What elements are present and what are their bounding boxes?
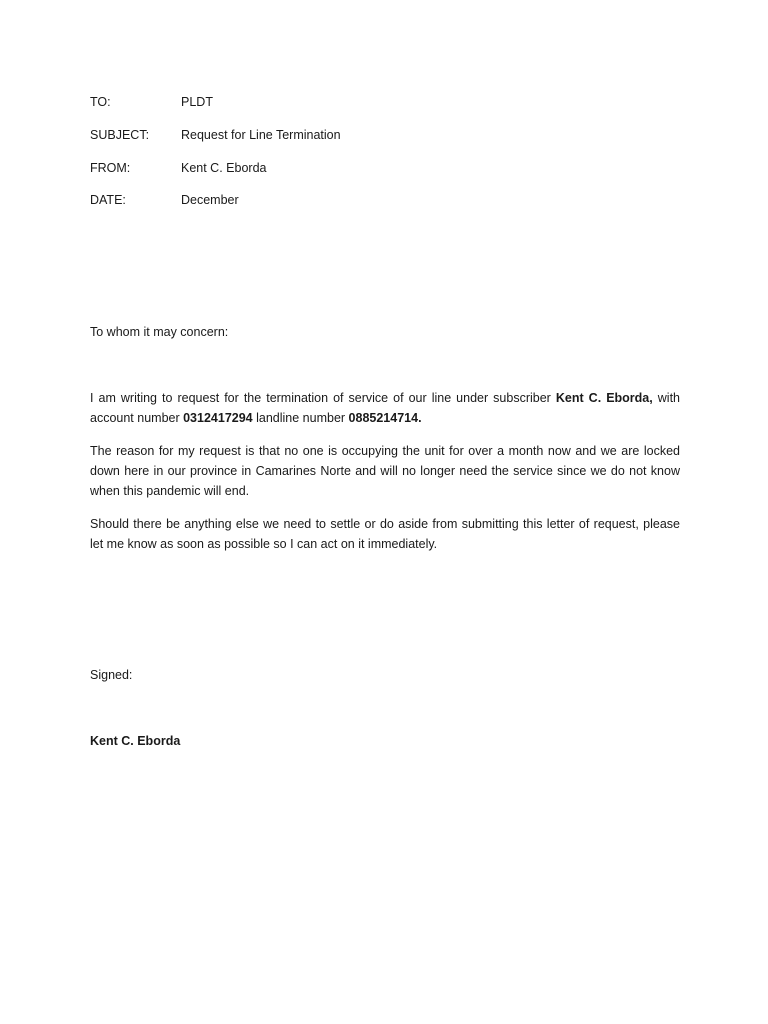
paragraph-request (90, 388, 680, 428)
account-number: 0312417294 (183, 411, 253, 425)
memo-to-value: PLDT (181, 95, 213, 109)
paragraph-request-text-a: I am writing to request for the termination of service of our line under subscriber (90, 391, 556, 405)
memo-subject-value: Request for Line Termination (181, 128, 341, 142)
salutation: To whom it may concern: (90, 325, 229, 339)
paragraph-request-text-c: landline number (252, 411, 349, 425)
memo-subject-row (90, 127, 341, 143)
paragraph-closing: Should there be anything else we need to settle or do aside from submitting this letter of request, please let me know as soon as possible so I can act on it immediately. (90, 517, 680, 551)
memo-to-label: TO: (90, 95, 111, 109)
paragraph-reason: The reason for my request is that no one is occupying the unit for over a month now and we are locked down here in our province in Camarines Norte and will no longer need the service since we do not know when this pandemic will end. (90, 444, 680, 498)
paragraph-request-text-b: with account number (90, 391, 681, 425)
memo-date-row (90, 192, 239, 208)
signed-label: Signed: (90, 668, 133, 682)
memo-date-value: December (181, 193, 239, 207)
subscriber-name: Kent C. Eborda, (555, 391, 653, 405)
memo-from-row (90, 160, 266, 176)
landline-number: 0885214714. (348, 411, 422, 425)
signature-name: Kent C. Eborda (90, 734, 181, 748)
memo-from-value: Kent C. Eborda (181, 161, 267, 175)
memo-to-row (90, 94, 213, 110)
memo-from-label: FROM: (90, 161, 131, 175)
memo-subject-label: SUBJECT: (90, 128, 150, 142)
memo-date-label: DATE: (90, 193, 126, 207)
